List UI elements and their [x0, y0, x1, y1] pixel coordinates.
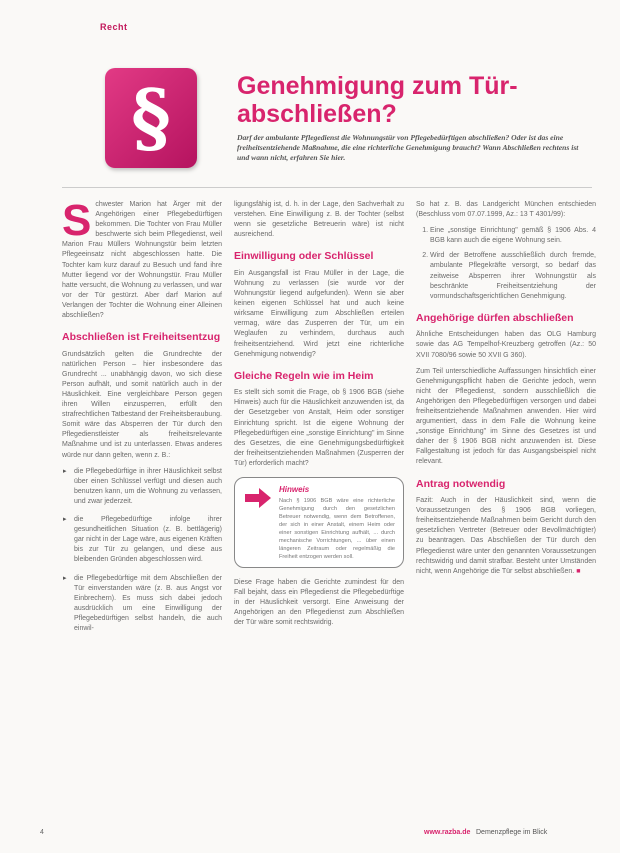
subheading: Antrag notwendig	[416, 477, 506, 490]
subheading: Abschließen ist Freiheitsentzug	[62, 331, 221, 344]
subheading: Angehörige dürfen abschließen	[416, 311, 574, 324]
logo-glyph: §	[131, 73, 171, 162]
paragraph: ligungsfähig ist, d. h. in der Lage, den Sachverhalt zu verstehen. Eine Einwilligung z. B. der Tochter (selbst wenn sie gesetzliche Betreuerin wäre) ist nicht ausreichend.	[234, 201, 404, 239]
paragraph: Diese Frage haben die Gerichte zumindest für den Fall bejaht, dass ein Pflegedienst die Pflegebedürftige in der Häuslichkeit versorgt. Eine Anweisung der Angehörigen an den Pflegedienst zum Abschließen der Tür wäre somit rechtswidrig.	[234, 578, 404, 627]
arrow-icon	[243, 486, 273, 510]
intro-paragraph	[62, 196, 222, 321]
hinweis-head	[243, 486, 395, 561]
hinweis-title: Hinweis	[279, 484, 310, 494]
paragraph: Ähnliche Entscheidungen haben das OLG Hamburg sowie das AG Tempelhof-Kreuzberg getroffen (Az.: 50 XVII 7080/96 sowie 50 XVII G 360).	[416, 331, 596, 359]
hinweis-text: Nach § 1906 BGB wäre eine richterliche Genehmigung durch den gesetzlichen Betreuer notwendig, wenn dem Betroffenen, der sich in einer Anstalt, einem Heim oder einer sonstigen Einrichtung aufhält, ... durch mechanische Vorrichtungen, ... über einen längeren Zeitraum oder regelmäßig die Freiheit entzogen werden soll.	[279, 497, 395, 560]
paragraph: Es stellt sich somit die Frage, ob § 1906 BGB (siehe Hinweis) auch für die Häuslichkeit anzuwenden ist, da der Gesetzgeber von Anstalt, Heim oder sonstiger Einrichtung spricht. Ist die eigene Wohnung der Pflegebedürftigen eine „sonstige Einrichtung" im Sinne des Gesetzes, die eine Genehmigungsbedürftigkeit der freiheitsentziehenden Maßnahmen (Zusperren der Tür) erforderlich macht?	[234, 389, 404, 467]
list-item: ▸ die Pflegebedürftige infolge ihrer gesundheitlichen Situation (z. B. bettlägerig) gar nicht in der Lage wäre, aus eigenen Kräften bis zur Tür zu gelangen, und diese aus bleibenden Gründen abgeschlossen wird.	[74, 515, 222, 565]
paragraph-sign-icon	[105, 68, 197, 168]
numbered-list	[416, 226, 596, 302]
paragraph	[416, 496, 596, 577]
footer-journal: Demenzpflege im Blick	[476, 829, 548, 836]
hinweis-box	[234, 477, 404, 568]
column-2	[234, 200, 404, 634]
column-3	[416, 200, 596, 583]
section-tag: Recht	[100, 22, 128, 32]
list-item: 1. Eine „sonstige Einrichtung" gemäß § 1906 Abs. 4 BGB kann auch die eigene Wohnung sein.	[430, 226, 596, 246]
list-item: ▸ die Pflegebedürftige in ihrer Häuslichkeit selbst über einen Schlüssel verfügt und diesen auch benutzen kann, um die Wohnung zu verlassen, und zwar jederzeit.	[74, 467, 222, 507]
page-number: 4	[40, 829, 44, 836]
intro-text: chwester Marion hat Ärger mit der Angehörigen einer Pflegebedürftigen bekommen. Die Tochter von Frau Müller beschwerte sich beim Pflegedienst, weil Marion Frau Müllers Wohnungstür beim letzten Pflegeeinsatz nicht abgeschlossen hatte. Die Tochter kam kurz darauf zu Besuch und fand ihre Mutter liegend vor der Wohnungstür. Frau Müller hatte versucht, die Wohnung zu verlassen, und war vor der Tür gestürzt. Aber darf Marion auf Verlangen der Tochter die Wohnung einer Alleinen abschließen?	[62, 201, 222, 320]
list-item: ▸ die Pflegebedürftige mit dem Abschließen der Tür einverstanden wäre (z. B. aus Angst vor Einbrechern). Es muss sich dabei jedoch ausdrücklich um eine Einwilligung der Pflegebedürftigen selbst handeln, die auch einwil-	[74, 574, 222, 635]
paragraph: So hat z. B. das Landgericht München entschieden (Beschluss vom 07.07.1999, Az.: 13 T 4301/99):	[416, 201, 596, 219]
paragraph: Ein Ausgangsfall ist Frau Müller in der Lage, die Wohnung zu verlassen (sie wurde vor der Wohnungstür liegend aufgefunden). Wenn sie aber keinen eigenen Schlüssel hat und auch keine wirksame Einwilligung zum Abschließen erteilen vermag, wäre das Zusperren der Tür, um ein Weglaufen zu verhindern, durchaus auch freiheitsentziehend. Wird jetzt eine richterliche Genehmigung notwendig?	[234, 269, 404, 358]
dropcap: S	[62, 196, 92, 245]
column-1	[62, 196, 222, 642]
bullet-list	[62, 467, 222, 634]
footer-url[interactable]: www.razba.de	[424, 829, 471, 836]
article-title: Genehmigung zum Tür-abschließen?	[237, 72, 518, 128]
article-lead: Darf der ambulante Pflegedienst die Wohnungstür von Pflegebedürftigen abschließen? Oder ist das eine freiheitsentziehende Maßnahme, die eine richterliche Genehmigung braucht? Wann Abschließen rechtens ist und wann nicht, erfahren Sie hier.	[237, 133, 579, 162]
subheading: Gleiche Regeln wie im Heim	[234, 369, 374, 382]
paragraph: Zum Teil unterschiedliche Auffassungen hinsichtlich einer Genehmigungspflicht haben die Gerichte jedoch, wenn nicht der Pflegedienst, sondern ausschließlich die Angehörigen den Pflegebedürftigen versorgen und dabei freiheitsentziehende Maßnahmen anwenden. Hier wird argumentiert, dass in dem Falle die Wohnung keine „sonstige Einrichtung" im Sinne des Gesetzes ist und daher der § 1906 BGB nicht anzuwenden ist. Diese Fallgestaltung ist jedoch für das Ausgangsbeispiel nicht relevant.	[416, 367, 596, 466]
paragraph: Grundsätzlich gelten die Grundrechte der natürlichen Person – hier insbesondere das Grundrecht ... unabhängig davon, wo sich diese Person aufhält, und somit natürlich auch in der Häuslichkeit. Eine vergleichbare Person gegen ihren Willen einzusperren, erfüllt den strafrechtlichen Tatbestand der Freiheitsberaubung. Somit wäre das Absperren der Tür durch den Pflegedienstleister als freiheitsrelevante Maßnahme und ist zu unterlassen. Etwas anderes würde nur dann gelten, wenn z. B.:	[62, 350, 222, 459]
end-mark: ■	[576, 567, 581, 575]
divider	[62, 187, 592, 188]
subheading: Einwilligung oder Schlüssel	[234, 250, 374, 263]
list-item: 2. Wird der Betroffene ausschließlich durch fremde, ambulante Pflegekräfte versorgt, so bedarf das zeitweise Absperren ihrer Wohnungstür als beschränkte Freiheitsentziehung der vormundschaftsgerichtlichen Genehmigung.	[430, 251, 596, 301]
fazit-text: Fazit: Auch in der Häuslichkeit sind, wenn die Voraussetzungen des § 1906 BGB vorliegen, freiheitsentziehende Maßnahmen beim Gericht durch den gesetzlichen Vertreter (Betreuer oder Bevollmächtigter) zu beantragen. Das Abschließen der Tür durch den Pflegedienst wäre unter den genannten Voraussetzungen rechtswidrig und damit strafbar. Besteht unter Umständen nicht, wenn Angehörige die Tür selbst abschließen.	[416, 497, 596, 575]
